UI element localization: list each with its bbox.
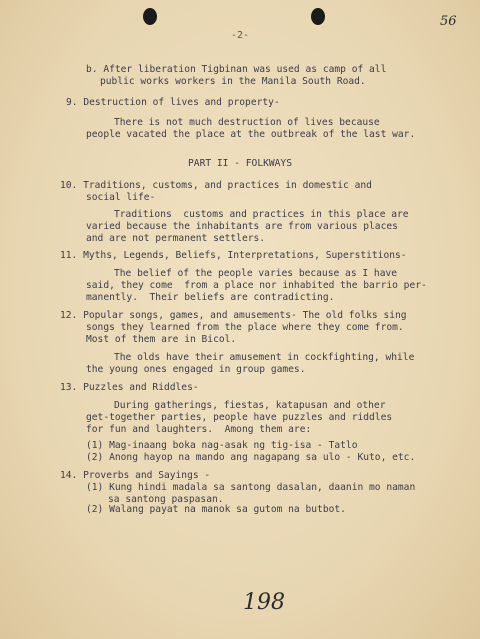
- list-item: (1) Kung hindi madala sa santong dasalan, daanin mo naman: [86, 482, 416, 493]
- text-line: get-together parties, people have puzzles and riddles: [86, 412, 393, 423]
- text-line: the young ones engaged in group games.: [86, 364, 306, 375]
- text-line: and are not permanent settlers.: [86, 233, 266, 244]
- text-line: songs they learned from the place where they come from.: [86, 322, 404, 333]
- section-heading: 12. Popular songs, games, and amusements- The old folks sing: [60, 310, 407, 321]
- section-heading: 13. Puzzles and Riddles-: [60, 382, 199, 393]
- text-line: Most of them are in Bicol.: [86, 334, 237, 345]
- text-line: b. After liberation Tigbinan was used as camp of all: [86, 64, 387, 75]
- text-line: Traditions customs and practices in this place are: [114, 209, 409, 220]
- punch-hole-right: [311, 8, 325, 25]
- text-line: The belief of the people varies because as I have: [114, 268, 398, 279]
- text-line: said, they come from a place nor inhabited the barrio per-: [86, 280, 427, 291]
- section-heading: 10. Traditions, customs, and practices in domestic and: [60, 180, 372, 191]
- list-item: (1) Mag-inaang boka nag-asak ng tig-isa - Tatlo: [86, 440, 358, 451]
- section-heading: 14. Proverbs and Sayings -: [60, 470, 211, 481]
- text-line: social life-: [86, 192, 156, 203]
- part-heading: PART II - FOLKWAYS: [188, 158, 292, 169]
- punch-hole-left: [143, 8, 157, 25]
- list-item: (2) Walang payat na manok sa gutom na butbot.: [86, 504, 346, 515]
- text-line: During gatherings, fiestas, katapusan and other: [114, 400, 386, 411]
- text-line: sa santong paspasan.: [108, 494, 224, 505]
- page-number: 56: [440, 14, 457, 29]
- list-item: (2) Anong hayop na mando ang nagapang sa ulo - Kuto, etc.: [86, 452, 416, 463]
- text-line: There is not much destruction of lives because: [114, 117, 380, 128]
- text-line: manently. Their beliefs are contradicting.: [86, 292, 335, 303]
- section-heading: 11. Myths, Legends, Beliefs, Interpretations, Superstitions-: [60, 250, 407, 261]
- text-line: varied because the inhabitants are from various places: [86, 221, 398, 232]
- text-line: public works workers in the Manila South Road.: [100, 76, 366, 87]
- section-heading: 9. Destruction of lives and property-: [66, 97, 280, 108]
- center-page-number: -2-: [230, 30, 250, 41]
- text-line: for fun and laughters. Among them are:: [86, 424, 312, 435]
- text-line: people vacated the place at the outbreak of the last war.: [86, 129, 416, 140]
- handwritten-number: 198: [243, 590, 285, 615]
- text-line: The olds have their amusement in cockfighting, while: [114, 352, 415, 363]
